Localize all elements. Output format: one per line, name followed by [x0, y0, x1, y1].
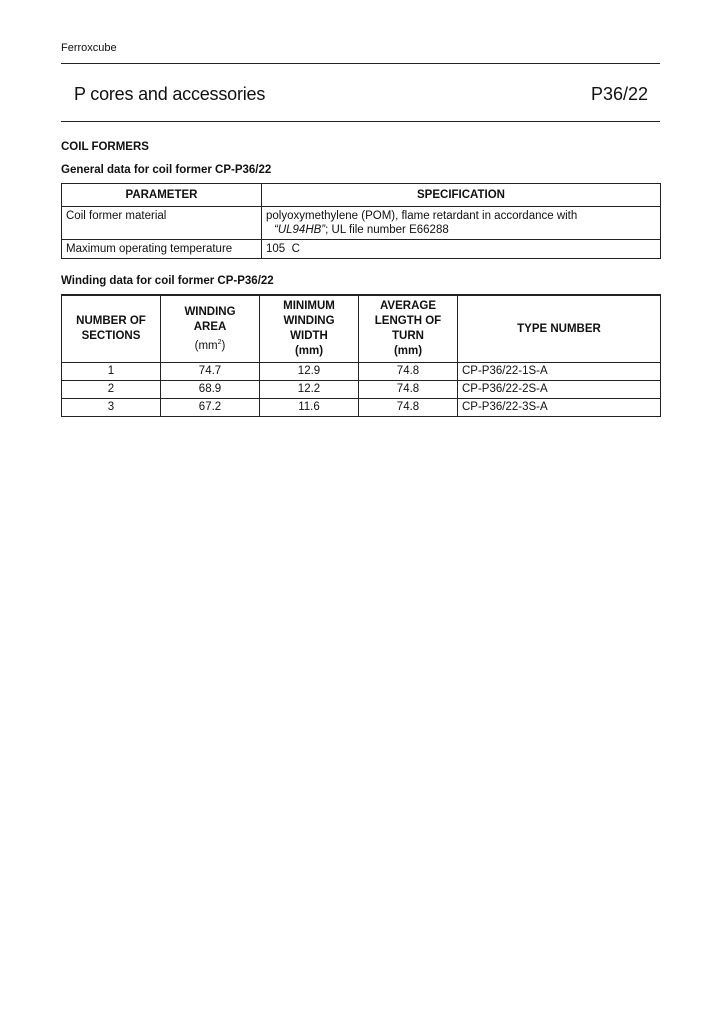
unit-text: (mm — [194, 339, 218, 352]
column-header-specification: SPECIFICATION — [262, 184, 661, 207]
column-header-sections — [62, 295, 161, 363]
title-divider — [61, 121, 660, 122]
header-line: LENGTH OF — [374, 315, 442, 327]
header-divider — [61, 63, 660, 64]
document-code: P36/22 — [590, 84, 648, 104]
parameter-cell: Coil former material — [62, 207, 262, 240]
table-header-row — [62, 295, 661, 363]
header-line: WINDING — [184, 305, 236, 318]
header-line: MINIMUM — [283, 300, 335, 312]
column-header-type-number: TYPE NUMBER — [458, 295, 661, 363]
ul-file-number: ; UL file number E66288 — [325, 224, 449, 236]
header-line — [161, 335, 259, 354]
header-line: NUMBER OF — [76, 315, 146, 327]
header-line: AVERAGE — [379, 300, 437, 312]
sections-cell: 1 — [62, 363, 161, 381]
general-data-heading: General data for coil former CP-P36/22 — [61, 164, 272, 176]
column-header-parameter: PARAMETER — [62, 184, 262, 207]
type-number-cell: CP-P36/22-3S-A — [458, 399, 661, 417]
type-number-cell: CP-P36/22-1S-A — [458, 363, 661, 381]
header-line: WINDING — [283, 315, 335, 327]
table-row — [62, 240, 661, 259]
header-line: (mm) — [294, 345, 324, 357]
column-header-winding-area — [161, 295, 260, 363]
header-line: (mm) — [393, 345, 423, 357]
length-of-turn-cell: 74.8 — [359, 399, 458, 417]
winding-width-cell: 12.9 — [260, 363, 359, 381]
winding-area-cell: 74.7 — [161, 363, 260, 381]
table-row — [62, 399, 661, 417]
specification-line: polyoxymethylene (POM), flame retardant in accordance with — [266, 210, 578, 222]
header-line: TURN — [392, 330, 424, 342]
unit-text: ) — [221, 339, 226, 352]
column-header-average-length-of-turn — [359, 295, 458, 363]
table-header-row — [62, 184, 661, 207]
specification-cell: 105 C — [262, 240, 661, 259]
winding-data-heading: Winding data for coil former CP-P36/22 — [61, 275, 274, 287]
type-number-cell: CP-P36/22-2S-A — [458, 381, 661, 399]
winding-data-table — [61, 294, 661, 417]
winding-area-cell: 68.9 — [161, 381, 260, 399]
specification-cell — [262, 207, 661, 240]
length-of-turn-cell: 74.8 — [359, 381, 458, 399]
winding-width-cell: 12.2 — [260, 381, 359, 399]
section-heading: COIL FORMERS — [61, 141, 149, 153]
ul-rating: “UL94HB” — [274, 224, 326, 236]
column-header-minimum-winding-width — [260, 295, 359, 363]
specification-line — [266, 223, 655, 237]
sections-cell: 2 — [62, 381, 161, 399]
header-line: SECTIONS — [81, 330, 141, 342]
parameter-cell: Maximum operating temperature — [62, 240, 262, 259]
header-line: AREA — [193, 320, 227, 333]
table-row — [62, 381, 661, 399]
general-data-table — [61, 183, 661, 259]
brand-name: Ferroxcube — [61, 42, 117, 54]
unit-superscript: 2 — [217, 338, 222, 346]
sections-cell: 3 — [62, 399, 161, 417]
header-line: WIDTH — [290, 330, 328, 342]
document-title: P cores and accessories — [74, 84, 266, 104]
length-of-turn-cell: 74.8 — [359, 363, 458, 381]
table-row — [62, 363, 661, 381]
winding-area-cell: 67.2 — [161, 399, 260, 417]
table-row — [62, 207, 661, 240]
winding-width-cell: 11.6 — [260, 399, 359, 417]
